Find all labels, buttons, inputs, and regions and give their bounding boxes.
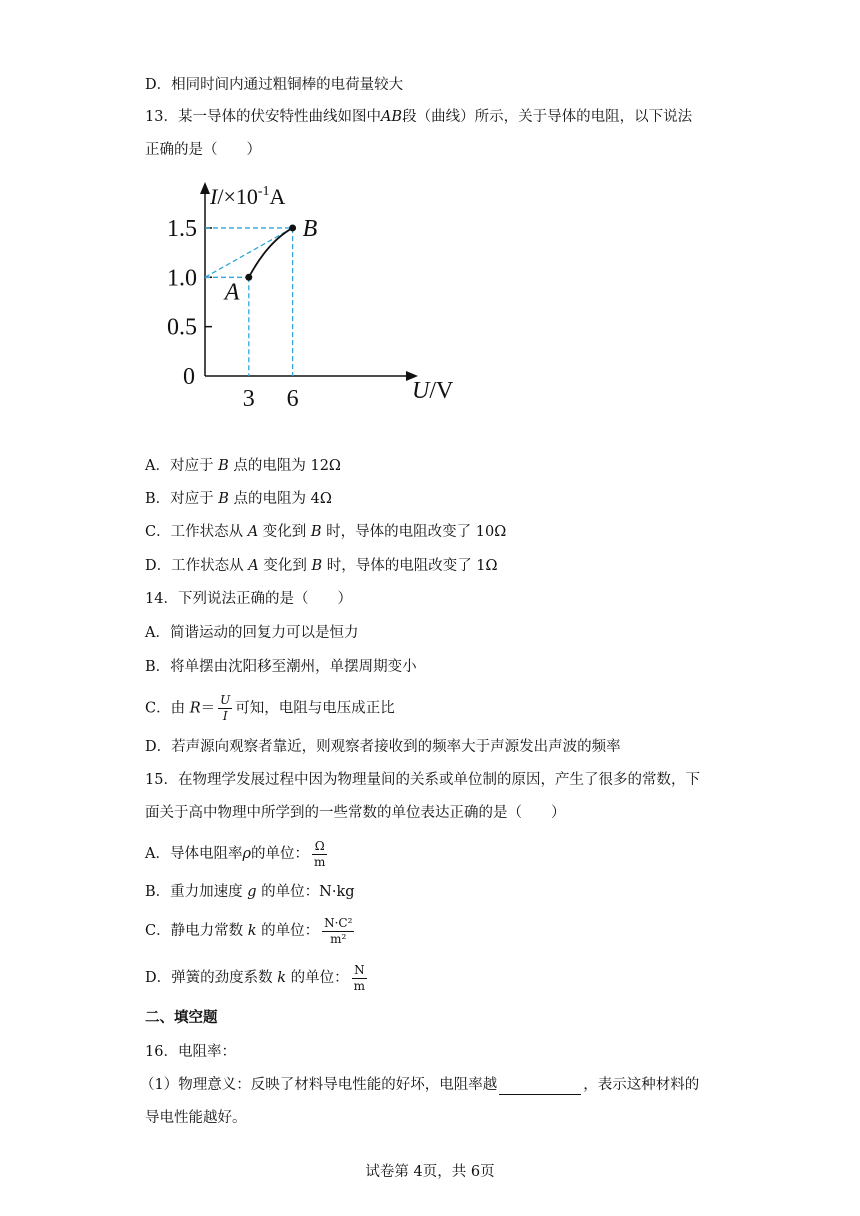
q15-stem-line1: 15．在物理学发展过程中因为物理量间的关系或单位制的原因，产生了很多的常数，下 (145, 772, 700, 788)
q13-option-d: D．工作状态从 A 变化到 B 时，导体的电阻改变了 1Ω (145, 558, 498, 574)
q12-option-d: D．相同时间内通过粗铜棒的电荷量较大 (145, 77, 404, 93)
q15-option-c: C．静电力常数 k 的单位： $\frac{\text{N·C²}}{\text{m²}}$ (145, 915, 353, 946)
q15-option-d: D．弹簧的劲度系数 k 的单位： $\frac{N}{m}$ (145, 962, 366, 993)
q13-stem-line2: 正确的是（ ） (145, 142, 261, 158)
answer-blank[interactable] (499, 1080, 581, 1095)
x-axis-label: U/V (412, 378, 454, 404)
q13-option-a: A．对应于 B 点的电阻为 12Ω (145, 458, 341, 474)
q14-option-a: A．简谐运动的回复力可以是恒力 (145, 625, 359, 641)
iv-curve-ab (249, 228, 293, 277)
y-tick-label: 0.5 (167, 314, 197, 341)
q15-option-b: B．重力加速度 g 的单位：N·kg (145, 884, 355, 900)
x-tick-label: 6 (286, 386, 299, 410)
x-tick-label: 3 (242, 386, 255, 410)
y-axis-label: $I/\times 10^{-1}A$ (210, 184, 286, 209)
point-a-label: A (224, 279, 240, 306)
y-axis-arrow (200, 182, 210, 194)
q14-stem: 14．下列说法正确的是（ ） (145, 591, 352, 607)
fraction-u-over-i: $\frac{U}{I}$ (220, 693, 231, 723)
q14-option-d: D．若声源向观察者靠近，则观察者接收到的频率大于声源发出声波的频率 (145, 739, 621, 755)
fraction-n-per-m: $\frac{N}{m}$ (353, 962, 366, 993)
point-b (289, 224, 296, 231)
q13-option-b: B．对应于 B 点的电阻为 4Ω (145, 491, 332, 507)
q16-part1: （1）物理意义：反映了材料导电性能的好坏，电阻率越 ，表示这种材料的 (140, 1077, 700, 1093)
q14-option-b: B．将单摆由沈阳移至潮州，单摆周期变小 (145, 659, 417, 675)
q16-part1-line2: 导电性能越好。 (145, 1110, 247, 1126)
y-tick-label: 1.0 (167, 265, 197, 292)
q13-option-c: C．工作状态从 A 变化到 B 时，导体的电阻改变了 10Ω (145, 524, 507, 540)
q15-option-a: A．导体电阻率ρ的单位： $\frac{\Omega}{m}$ (145, 838, 326, 869)
section-title-fill-in: 二、填空题 (145, 1009, 218, 1026)
page-footer: 试卷第 4页，共 6页 (365, 1164, 495, 1180)
q14-option-c: C．由 R＝ $\frac{U}{I}$ 可知，电阻与电压成正比 (145, 693, 395, 723)
fraction-nc2-per-m2: $\frac{\text{N·C²}}{\text{m²}}$ (324, 915, 353, 946)
iv-curve-chart (160, 170, 470, 410)
q13-stem-line1: 13．某一导体的伏安特性曲线如图中AB段（曲线）所示，关于导体的电阻，以下说法 (145, 109, 693, 125)
y-tick-label: 1.5 (167, 215, 197, 242)
guide-line-slope (205, 228, 293, 277)
q15-stem-line2: 面关于高中物理中所学到的一些常数的单位表达正确的是（ ） (145, 805, 566, 821)
q16-stem: 16．电阻率： (145, 1044, 236, 1060)
fraction-ohm-per-m: $\frac{\Omega}{m}$ (314, 838, 326, 869)
point-b-label: B (302, 215, 318, 242)
origin-label: 0 (183, 364, 195, 390)
point-a (245, 274, 252, 281)
